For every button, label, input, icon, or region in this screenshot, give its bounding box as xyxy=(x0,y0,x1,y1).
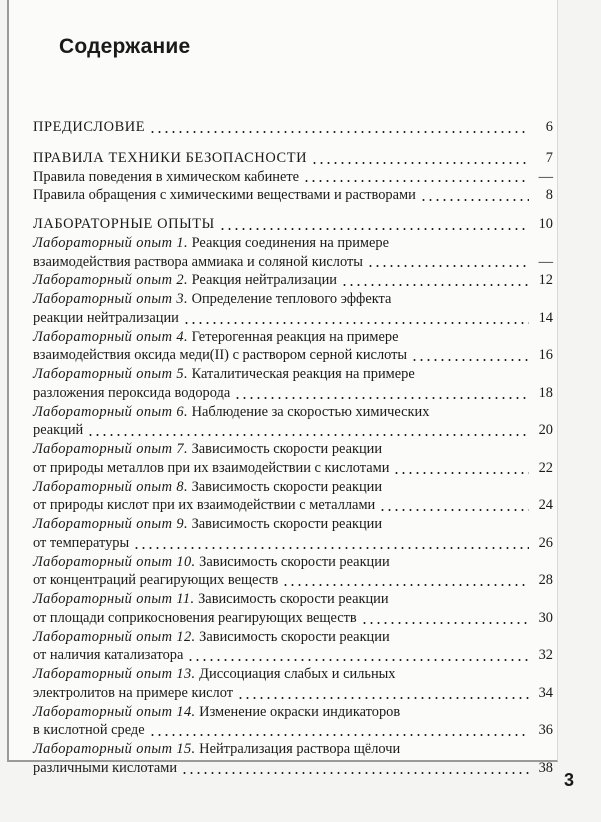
lab-title-part: Зависимость скорости реакции xyxy=(199,628,390,645)
dot-leader xyxy=(187,659,529,661)
lab-label: Лабораторный опыт 13. xyxy=(33,666,196,682)
toc-lab-entry[interactable] xyxy=(33,665,553,703)
toc-lab-first-line xyxy=(33,234,553,253)
toc-lab-first-line xyxy=(33,590,553,609)
lab-title-part: Определение теплового эффекта xyxy=(191,291,392,307)
toc-lab-entry[interactable] xyxy=(33,478,553,516)
toc-lab-second-line xyxy=(33,309,553,328)
toc-page-number: 32 xyxy=(538,647,553,664)
table-of-contents xyxy=(33,118,553,778)
toc-lab-entry[interactable] xyxy=(33,553,553,591)
page-title: Содержание xyxy=(59,35,191,58)
dot-leader xyxy=(149,734,529,736)
lab-title-part: Реакция соединения на примере xyxy=(191,234,389,251)
toc-lab-second-line xyxy=(33,459,553,478)
lab-title-part: в кислотной среде xyxy=(33,722,145,739)
toc-lab-second-line xyxy=(33,571,553,590)
lab-title-part: реакции нейтрализации xyxy=(33,309,179,326)
page-number: 3 xyxy=(564,770,575,790)
toc-section-preface[interactable] xyxy=(33,118,553,137)
toc-page-number: — xyxy=(538,168,553,185)
toc-page-number: 38 xyxy=(538,759,553,776)
toc-entry-title: Правила обращения с химическими веществами и растворами xyxy=(33,187,416,204)
toc-lab-second-line xyxy=(33,496,553,515)
toc-lab-first-line xyxy=(33,703,553,722)
toc-page-number: 14 xyxy=(538,309,553,326)
toc-lab-entry[interactable] xyxy=(33,271,553,290)
lab-title-part: разложения пероксида водорода xyxy=(33,384,231,401)
toc-page-number: 22 xyxy=(538,459,553,476)
toc-lab-entry[interactable] xyxy=(33,365,553,403)
dot-leader xyxy=(133,547,529,549)
toc-lab-first-line xyxy=(33,478,553,497)
toc-section-safety[interactable] xyxy=(33,149,553,168)
lab-title-part: Диссоциация слабых и сильных xyxy=(199,666,396,682)
toc-lab-entry[interactable] xyxy=(33,590,553,628)
toc-page-number: 18 xyxy=(538,384,553,401)
lab-label: Лабораторный опыт 8. xyxy=(33,478,188,495)
dot-leader xyxy=(219,228,529,230)
toc-page-number: 30 xyxy=(538,609,553,626)
toc-lab-first-line xyxy=(33,440,553,459)
toc-lab-first-line xyxy=(33,665,553,684)
toc-entry[interactable] xyxy=(33,168,553,187)
lab-title-part: от площади соприкосновения реагирующих веществ xyxy=(33,609,357,626)
contents-panel xyxy=(7,0,558,776)
toc-section-labs[interactable] xyxy=(33,215,553,234)
dot-leader xyxy=(379,509,529,511)
toc-lab-entry[interactable] xyxy=(33,234,553,272)
toc-lab-first-line xyxy=(33,628,553,647)
toc-lab-second-line xyxy=(33,534,553,553)
lab-title-part: реакций xyxy=(33,422,84,439)
dot-leader xyxy=(393,472,529,474)
toc-lab-second-line xyxy=(33,421,553,440)
toc-lab-second-line xyxy=(33,721,553,740)
toc-lab-second-line xyxy=(33,759,553,778)
lab-label: Лабораторный опыт 9. xyxy=(33,516,188,532)
dot-leader xyxy=(367,265,529,267)
toc-lab-entry[interactable] xyxy=(33,703,553,741)
toc-lab-second-line xyxy=(33,646,553,665)
dot-leader xyxy=(361,622,529,624)
toc-page-number: 26 xyxy=(538,534,553,551)
lab-title-part: Гетерогенная реакция на примере xyxy=(191,328,399,345)
dot-leader xyxy=(237,697,529,699)
toc-page-number: 28 xyxy=(538,572,553,589)
toc-lab-entry[interactable] xyxy=(33,515,553,553)
dot-leader xyxy=(234,397,529,399)
dot-leader xyxy=(183,322,529,324)
toc-lab-first-line xyxy=(33,328,553,347)
dot-leader xyxy=(282,584,529,586)
toc-page-number: 8 xyxy=(545,187,553,204)
dot-leader xyxy=(311,162,529,164)
toc-page-number: 7 xyxy=(545,149,553,166)
lab-title-part: различными кислотами xyxy=(33,759,178,776)
dot-leader xyxy=(411,359,529,361)
lab-title-part: Реакция нейтрализации xyxy=(191,272,337,289)
toc-section-title: ЛАБОРАТОРНЫЕ ОПЫТЫ xyxy=(33,216,215,232)
lab-title-part: взаимодействия раствора аммиака и соляной кислоты xyxy=(33,253,363,270)
lab-title-part: Зависимость скорости реакции xyxy=(191,516,383,532)
toc-lab-first-line xyxy=(33,740,553,759)
toc-lab-second-line xyxy=(33,346,553,365)
toc-lab-entry[interactable] xyxy=(33,628,553,666)
toc-lab-entry[interactable] xyxy=(33,740,553,778)
toc-section-title: ПРЕДИСЛОВИЕ xyxy=(33,119,146,135)
lab-title-part: Изменение окраски индикаторов xyxy=(199,703,401,720)
dot-leader xyxy=(303,180,529,182)
toc-entry[interactable] xyxy=(33,186,553,205)
lab-label: Лабораторный опыт 10. xyxy=(33,553,196,570)
lab-label: Лабораторный опыт 3. xyxy=(33,291,188,307)
toc-section-title: ПРАВИЛА ТЕХНИКИ БЕЗОПАСНОСТИ xyxy=(33,149,308,166)
toc-lab-entry[interactable] xyxy=(33,403,553,441)
toc-lab-second-line xyxy=(33,609,553,628)
toc-page-number: — xyxy=(538,253,553,270)
toc-lab-second-line xyxy=(33,684,553,703)
lab-title-part: от температуры xyxy=(33,534,130,551)
lab-label: Лабораторный опыт 5. xyxy=(33,366,188,382)
toc-lab-first-line xyxy=(33,290,553,309)
toc-page-number: 10 xyxy=(538,216,553,232)
lab-title-part: электролитов на примере кислот xyxy=(33,684,234,701)
toc-lab-second-line xyxy=(33,384,553,403)
lab-title-part: Наблюдение за скоростью химических xyxy=(191,403,430,420)
lab-label: Лабораторный опыт 7. xyxy=(33,441,188,457)
lab-title-part: от природы кислот при их взаимодействии с металлами xyxy=(33,497,376,514)
toc-lab-first-line xyxy=(33,403,553,422)
lab-label: Лабораторный опыт 15. xyxy=(33,741,196,757)
dot-leader xyxy=(149,131,529,133)
toc-page-number: 6 xyxy=(545,119,553,135)
lab-title-part: Зависимость скорости реакции xyxy=(198,591,389,607)
toc-page-number: 20 xyxy=(538,422,553,439)
toc-lab-first-line xyxy=(33,365,553,384)
dot-leader xyxy=(341,284,529,286)
lab-title-part: Зависимость скорости реакции xyxy=(191,478,383,495)
toc-page-number: 12 xyxy=(538,272,553,289)
dot-leader xyxy=(87,434,529,436)
toc-lab-second-line xyxy=(33,253,553,272)
lab-title-part: Зависимость скорости реакции xyxy=(191,441,383,457)
lab-title-part: Нейтрализация раствора щёлочи xyxy=(199,741,401,757)
toc-lab-entry[interactable] xyxy=(33,290,553,328)
lab-label: Лабораторный опыт 12. xyxy=(33,628,196,645)
toc-lab-entry[interactable] xyxy=(33,440,553,478)
toc-lab-single-line xyxy=(33,271,553,290)
lab-label: Лабораторный опыт 6. xyxy=(33,403,188,420)
lab-label: Лабораторный опыт 11. xyxy=(33,591,195,607)
lab-title-part: от природы металлов при их взаимодействии с кислотами xyxy=(33,459,390,476)
toc-page-number: 16 xyxy=(538,347,553,364)
lab-title-part: Каталитическая реакция на примере xyxy=(191,366,415,382)
toc-page-number: 34 xyxy=(538,684,553,701)
toc-entry-title: Правила поведения в химическом кабинете xyxy=(33,168,300,185)
toc-lab-entry[interactable] xyxy=(33,328,553,366)
lab-label: Лабораторный опыт 4. xyxy=(33,328,188,345)
lab-label: Лабораторный опыт 14. xyxy=(33,703,196,720)
lab-title-part: от наличия катализатора xyxy=(33,647,184,664)
dot-leader xyxy=(420,199,529,201)
lab-title-part: от концентраций реагирующих веществ xyxy=(33,572,279,589)
toc-page-number: 24 xyxy=(538,497,553,514)
lab-label: Лабораторный опыт 1. xyxy=(33,234,188,251)
toc-page-number: 36 xyxy=(538,722,553,739)
dot-leader xyxy=(181,772,529,774)
lab-label: Лабораторный опыт 2. xyxy=(33,272,188,289)
toc-lab-first-line xyxy=(33,515,553,534)
lab-title-part: взаимодействия оксида меди(II) с раствором серной кислоты xyxy=(33,347,408,364)
lab-title-part: Зависимость скорости реакции xyxy=(199,553,390,570)
toc-lab-first-line xyxy=(33,553,553,572)
lab-list xyxy=(33,234,553,778)
